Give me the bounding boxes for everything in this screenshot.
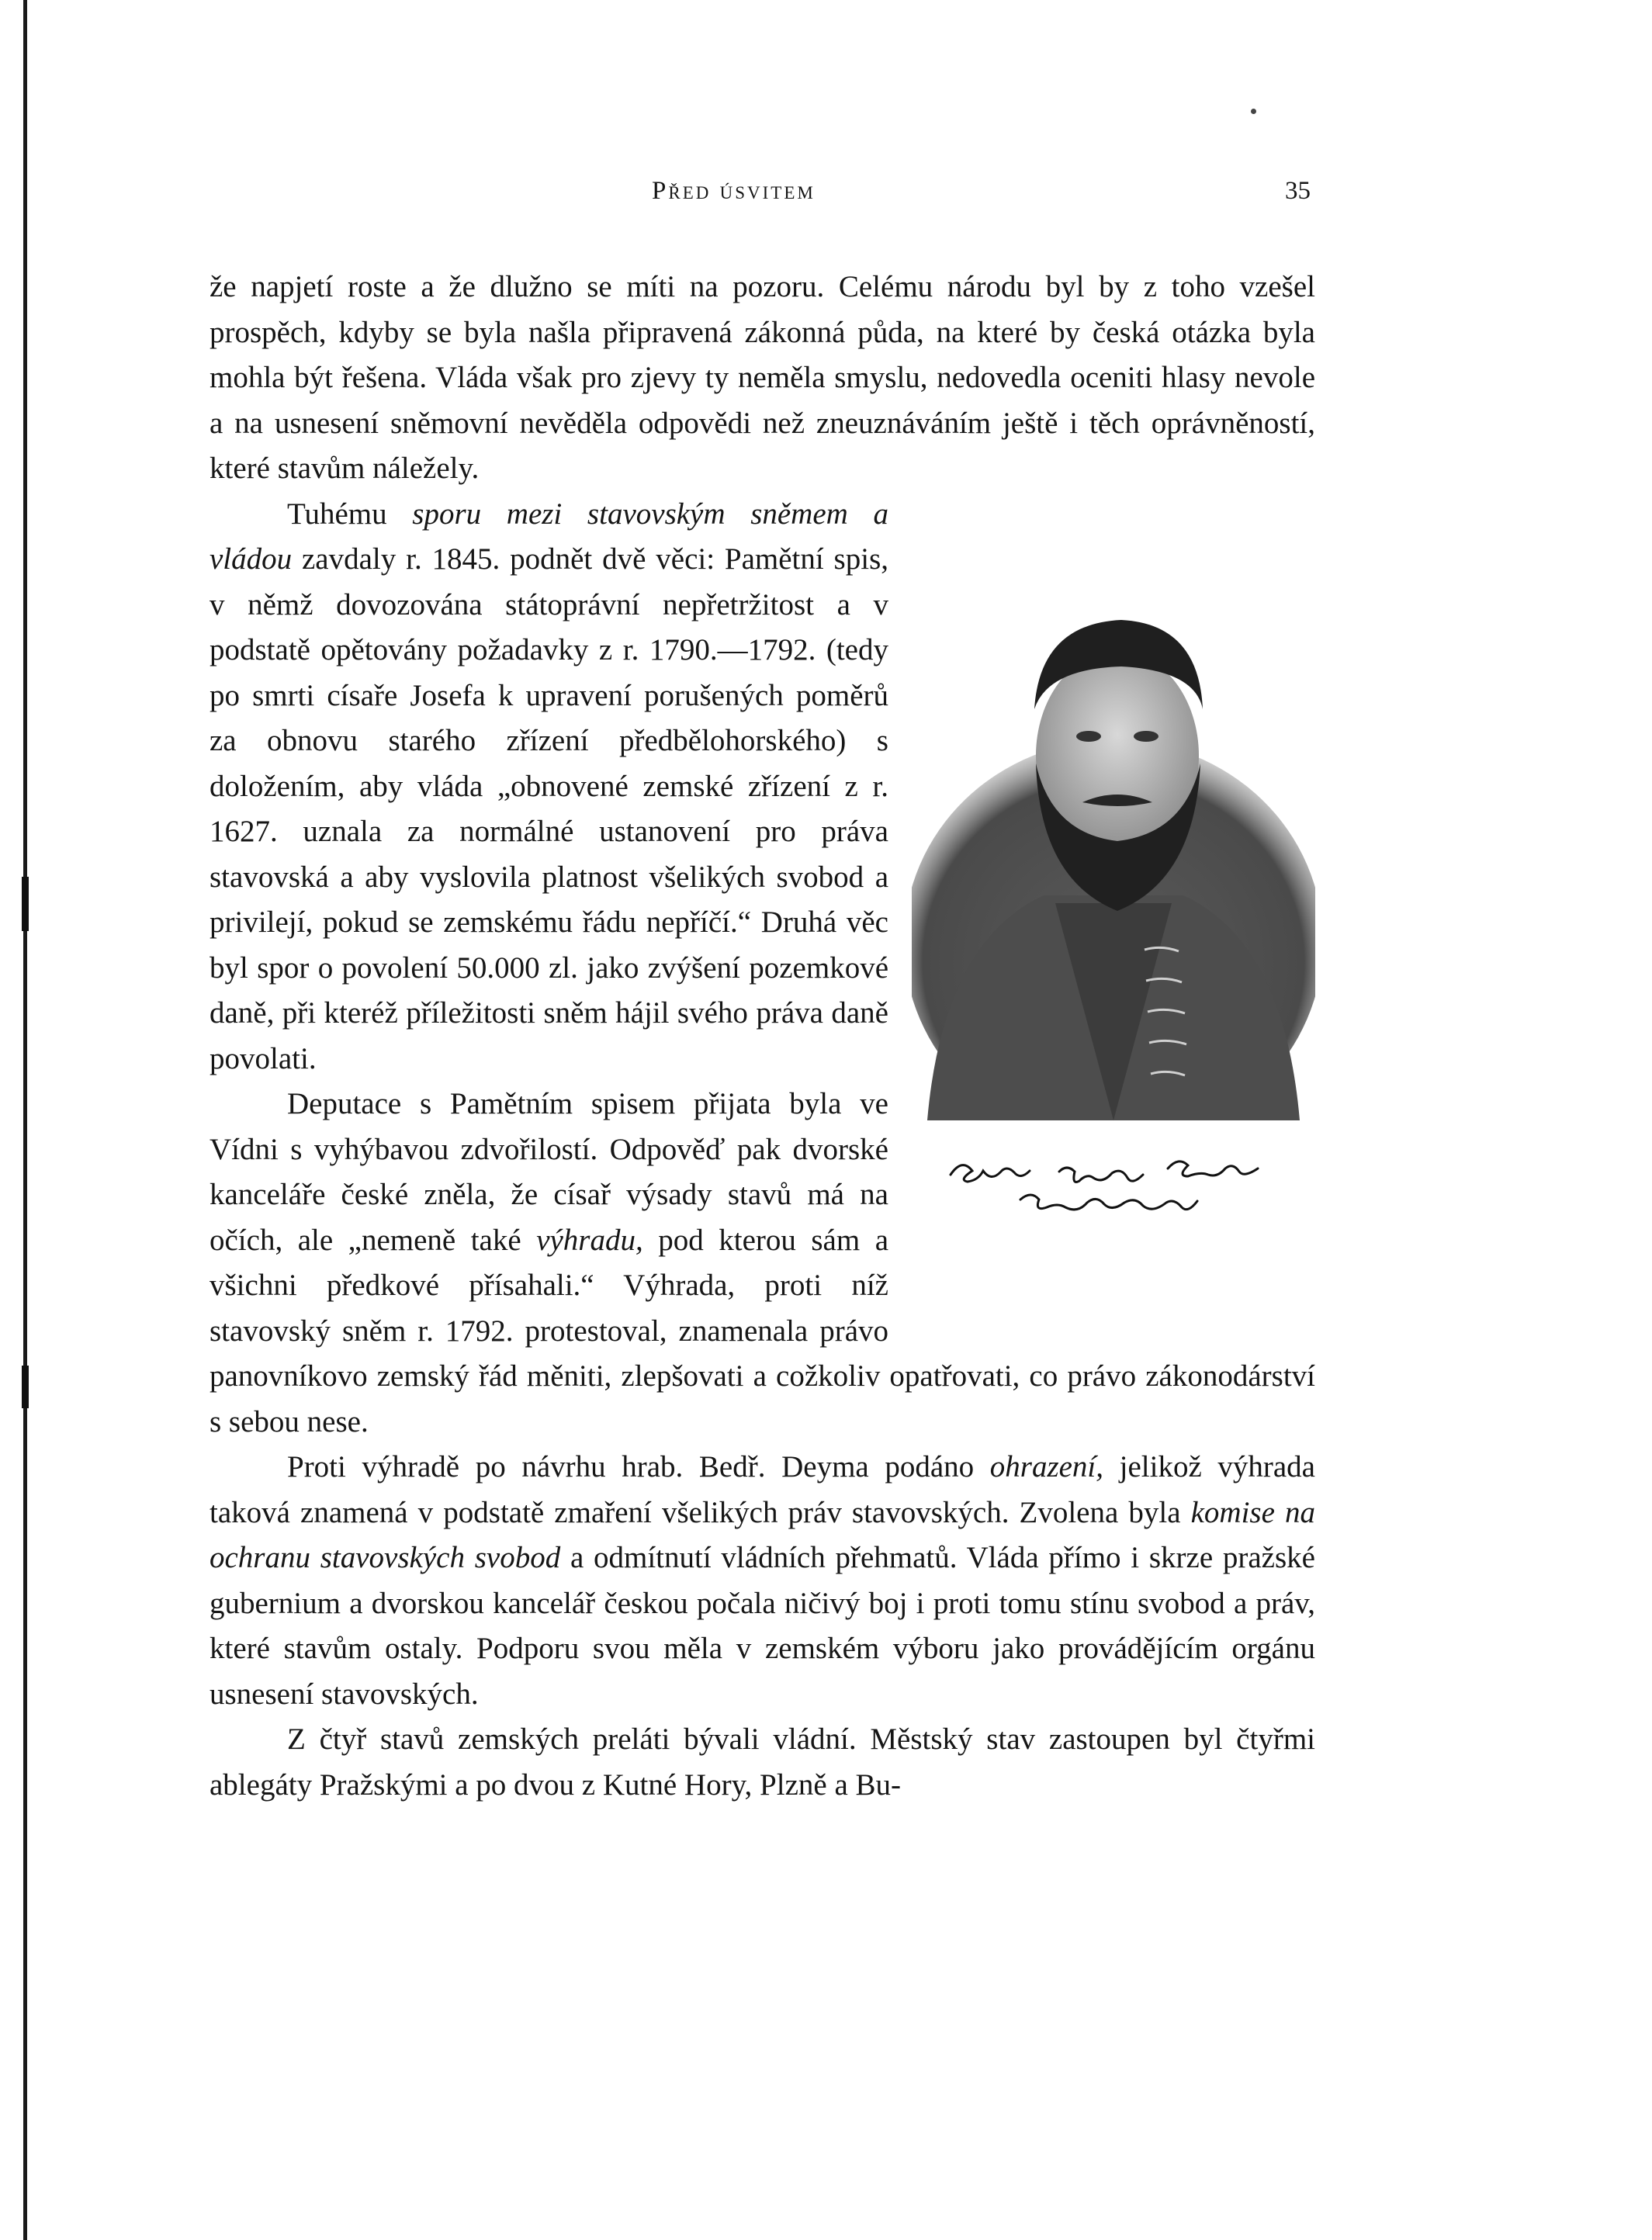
running-title: Před úsvitem <box>652 177 816 205</box>
text-run: a odmítnutí vládních přehmatů. Vláda přímo i skrze pražské gubernium a dvorskou kancelář českou počala ničivý boj i proti tomu stínu svobod a práv, které stavům ostaly. Podporu svou měla v zemském výboru jako provádějícím orgánu usnesení stavovských. <box>210 1541 1315 1711</box>
paragraph <box>210 1717 1315 1808</box>
body-text <box>210 265 1315 1808</box>
text-run: Z čtyř stavů zemských preláti bývali vládní. Městský stav zastoupen byl čtyřmi ablegáty Pražskými a po dvou z Kutné Hory, Plzně a Bu- <box>210 1722 1315 1802</box>
spine-mark <box>22 877 29 931</box>
text-run: pod kterou sám a všichni předkové přísahali.“ Výhrada, proti níž stavovský sněm r. 1792. protestoval, znamenala právo panovníkovo zemský řád měniti, zlepšovati a cožkoliv opatřovati, co právo zákonodárství s sebou nese. <box>210 1223 1315 1439</box>
text-run: zavdaly r. 1845. podnět dvě věci: Pamětní spis, v němž dovozována státoprávní nepřetržitost a v podstatě opětovány požadavky z r. 1790.—1792. (tedy po smrti císaře Josefa k upravení porušených poměrů za obnovu starého zřízení předbělohorského) s doložením, aby vláda „obnovené zemské zřízení z r. 1627. uznala za normálné ustanovení pro práva stavovská a aby vyslovila platnost všelikých svobod a privilejí, pokud se zemskému řádu nepříčí.“ Druhá věc byl spor o povolení 50.000 zl. jako zvýšení pozemkové daně, při kteréž příležitosti sněm hájil svého práva daně povolati. <box>210 542 888 1075</box>
paragraph <box>210 1445 1315 1717</box>
page-number: 35 <box>1285 177 1311 205</box>
ink-speck <box>1251 109 1256 114</box>
signature-image <box>943 1151 1284 1221</box>
text-run: Deputace s Pamětním spisem přijata byla ve Vídni s vyhýbavou zdvořilostí. Odpověď pak dvorské kanceláře české zněla, že císař výsady stavů má na očích, ale „nemeně také <box>210 1087 888 1257</box>
italic-run: sporu mezi stavovským sněmem a vládou <box>210 497 888 576</box>
text-run: že napjetí roste a že dlužno se míti na pozoru. Celému národu byl by z toho vzešel prospěch, kdyby se byla našla připravená zákonná půda, na které by česká otázka byla mohla být řešena. Vláda však pro zjevy ty neměla smyslu, nedovedla oceniti hlasy nevole a na usnesení sněmovní nevěděla odpovědi než zneuznáváním ještě i těch oprávněností, které stavům náležely. <box>210 270 1315 485</box>
italic-run: ohrazení, <box>989 1450 1104 1484</box>
text-run: Tuhému <box>287 497 413 531</box>
page-spine-edge <box>23 0 27 2240</box>
text-run: jelikož výhrada taková znamená v podstatě zmaření všelikých práv stavovských. Zvolena byla <box>210 1450 1315 1529</box>
portrait-figure <box>912 577 1315 1353</box>
spine-mark <box>22 1366 29 1408</box>
paragraph <box>210 265 1315 492</box>
italic-run: výhradu, <box>536 1223 643 1257</box>
text-run: Proti výhradě po návrhu hrab. Bedř. Deyma podáno <box>287 1450 990 1484</box>
portrait-image <box>912 577 1315 1120</box>
italic-run: komise na ochranu stavovských svobod <box>210 1495 1315 1574</box>
running-header <box>0 177 1652 208</box>
